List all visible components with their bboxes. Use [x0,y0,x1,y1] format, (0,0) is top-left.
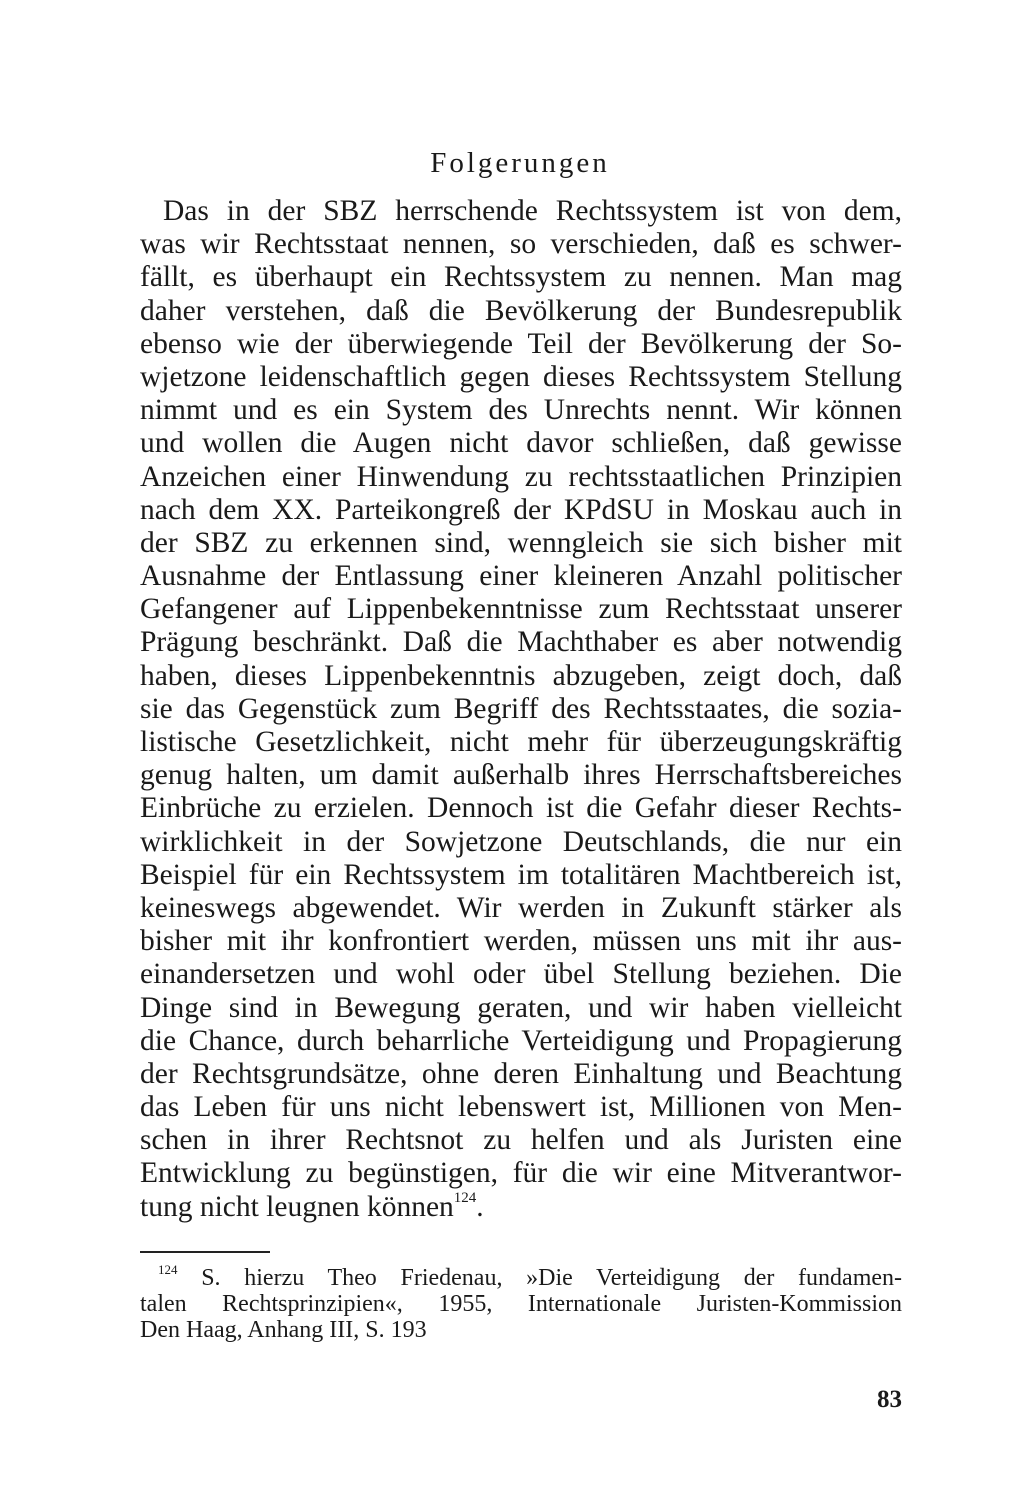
body-line: fällt, es überhaupt ein Rechtssystem zu nennen. Man mag [140,261,902,294]
footnote-line: talen Rechtsprinzipien«, 1955, Internationale Juristen-Kommission [140,1291,902,1317]
body-line: Entwicklung zu begünstigen, für die wir eine Mitverantwor- [140,1157,902,1190]
footnote-line [140,1262,903,1291]
footnote-marker: 124 [158,1262,178,1277]
body-line: nimmt und es ein System des Unrechts nennt. Wir können [140,394,902,427]
body-line: das Leben für uns nicht lebenswert ist, Millionen von Men- [140,1091,902,1124]
body-paragraph [140,195,902,1224]
body-line: einandersetzen und wohl oder übel Stellung beziehen. Die [140,958,902,991]
footnote-line: Den Haag, Anhang III, S. 193 [140,1317,427,1343]
body-line: die Chance, durch beharrliche Verteidigung und Propagierung [140,1024,902,1057]
body-line: und wollen die Augen nicht davor schließen, daß gewisse [140,427,902,460]
body-line: genug halten, um damit außerhalb ihres Herrschaftsbereiches [140,759,902,792]
body-line: der SBZ zu erkennen sind, wenngleich sie sich bisher mit [140,526,902,559]
body-line: listische Gesetzlichkeit, nicht mehr für überzeugungskräftig [140,726,902,758]
body-line: Gefangener auf Lippenbekenntnisse zum Rechtsstaat unserer [140,593,902,626]
body-line: wirklichkeit in der Sowjetzone Deutschlands, die nur ein [140,825,902,858]
body-line: sie das Gegenstück zum Begriff des Rechtsstaates, die sozia- [140,692,902,725]
body-line: Prägung beschränkt. Daß die Machthaber es aber notwendig [140,626,902,659]
body-line: was wir Rechtsstaat nennen, so verschieden, daß es schwer- [140,228,902,261]
body-line: ebenso wie der überwiegende Teil der Bevölkerung der So- [140,327,902,360]
body-line-text: tung nicht leugnen können [140,1190,454,1223]
body-line: haben, dieses Lippenbekenntnis abzugeben, zeigt doch, daß [140,659,902,692]
sentence-end-punctuation: . [476,1190,484,1223]
section-heading: Folgerungen [430,147,610,179]
body-line: Anzeichen einer Hinwendung zu rechtsstaatlichen Prinzipien [140,460,902,493]
footnote-divider [140,1251,270,1253]
body-line: daher verstehen, daß die Bevölkerung der Bundesrepublik [140,294,902,327]
body-line: Beispiel für ein Rechtssystem im totalitären Machtbereich ist, [140,858,902,891]
body-line: keineswegs abgewendet. Wir werden in Zukunft stärker als [140,891,902,924]
body-line: bisher mit ihr konfrontiert werden, müssen uns mit ihr aus- [140,925,902,958]
body-line: Dinge sind in Bewegung geraten, und wir haben vielleicht [140,991,902,1024]
footnote-reference[interactable]: 124 [453,1189,477,1206]
page-number: 83 [877,1386,902,1413]
footnote [140,1262,903,1343]
body-line-final [140,1191,902,1224]
body-line: schen in ihrer Rechtsnot zu helfen und als Juristen eine [140,1124,902,1157]
body-line: nach dem XX. Parteikongreß der KPdSU in Moskau auch in [140,493,902,526]
body-line: Ausnahme der Entlassung einer kleineren Anzahl politischer [140,560,902,593]
body-line: der Rechtsgrundsätze, ohne deren Einhaltung und Beachtung [140,1057,902,1090]
body-line: Einbrüche zu erzielen. Dennoch ist die Gefahr dieser Rechts- [140,792,902,825]
body-line: wjetzone leidenschaftlich gegen dieses Rechtssystem Stellung [140,360,902,393]
footnote-line-text: S. hierzu Theo Friedenau, »Die Verteidigung der fundamen- [201,1265,903,1291]
body-line: Das in der SBZ herrschende Rechtssystem ist von dem, [163,195,902,227]
